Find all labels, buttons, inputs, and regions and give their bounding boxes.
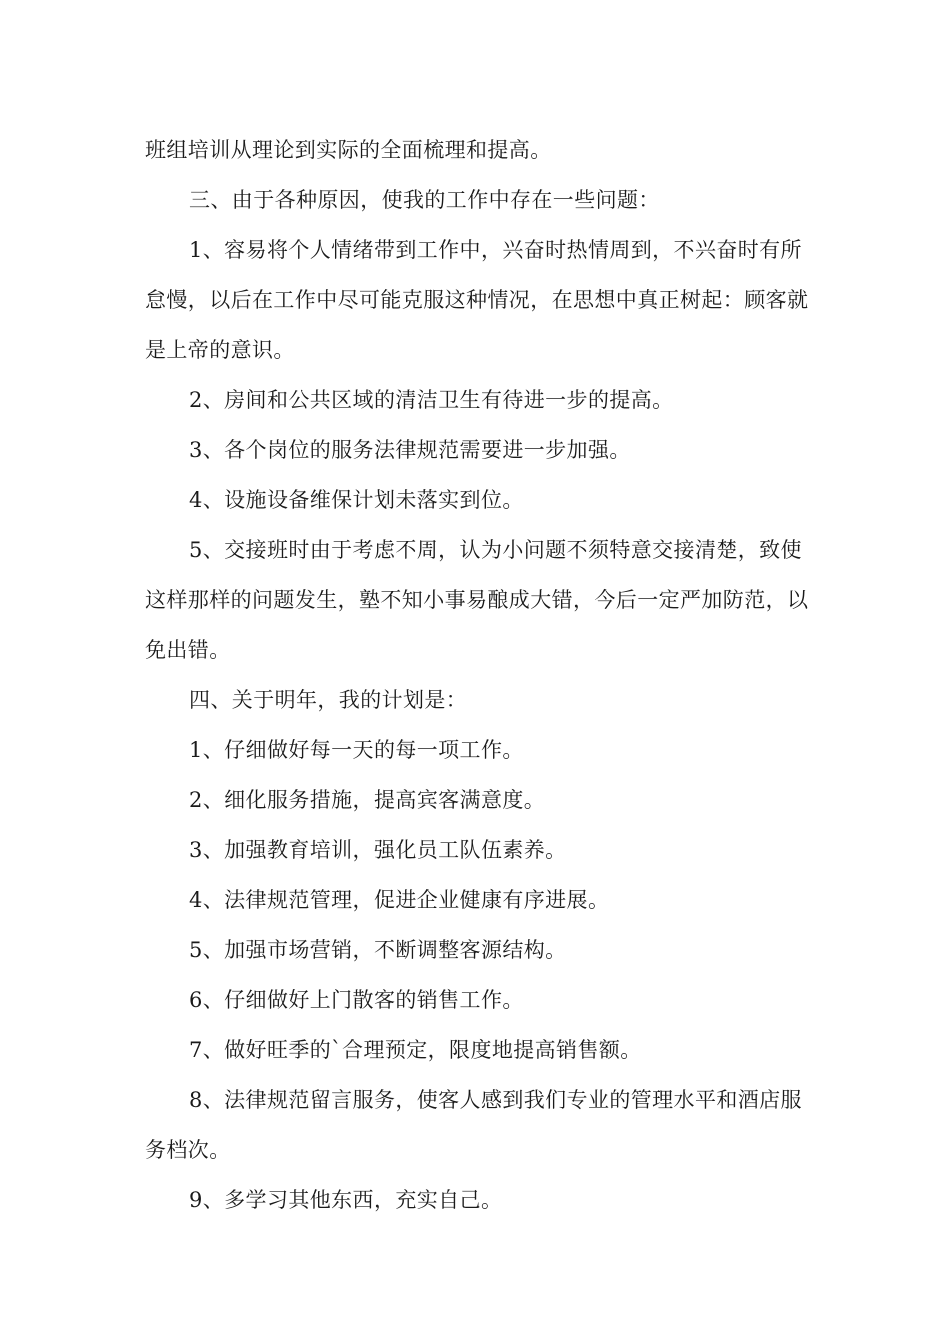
heading-section-four-plan: 四、关于明年，我的计划是： [189,688,468,712]
list-item-problem-5: 5、交接班时由于考虑不周，认为小问题不须特意交接清楚，致使这样那样的问题发生，塾不知小事易酿成大错，今后一定严加防范，以免出错。 [145,538,809,662]
paragraph-training-summary: 班组培训从理论到实际的全面梳理和提高。 [145,138,552,162]
list-item-problem-1: 1、容易将个人情绪带到工作中，兴奋时热情周到，不兴奋时有所怠慢，以后在工作中尽可能克服这种情况，在思想中真正树起：顾客就是上帝的意识。 [145,238,809,362]
list-item-plan-8: 8、法律规范留言服务，使客人感到我们专业的管理水平和酒店服务档次。 [145,1088,802,1162]
list-item-plan-9: 9、多学习其他东西，充实自己。 [189,1188,503,1212]
list-item-plan-1: 1、仔细做好每一天的每一项工作。 [189,738,524,762]
list-item-plan-2: 2、细化服务措施，提高宾客满意度。 [189,788,546,812]
list-item-plan-6: 6、仔细做好上门散客的销售工作。 [189,988,524,1012]
list-item-problem-3: 3、各个岗位的服务法律规范需要进一步加强。 [189,438,631,462]
list-item-problem-4: 4、设施设备维保计划未落实到位。 [189,488,524,512]
list-item-plan-4: 4、法律规范管理，促进企业健康有序进展。 [189,888,610,912]
list-item-plan-7: 7、做好旺季的`合理预定，限度地提高销售额。 [189,1038,642,1062]
heading-section-three-problems: 三、由于各种原因，使我的工作中存在一些问题： [189,188,660,212]
list-item-plan-5: 5、加强市场营销，不断调整客源结构。 [189,938,567,962]
list-item-problem-2: 2、房间和公共区域的清洁卫生有待进一步的提高。 [189,388,674,412]
list-item-plan-3: 3、加强教育培训，强化员工队伍素养。 [189,838,567,862]
